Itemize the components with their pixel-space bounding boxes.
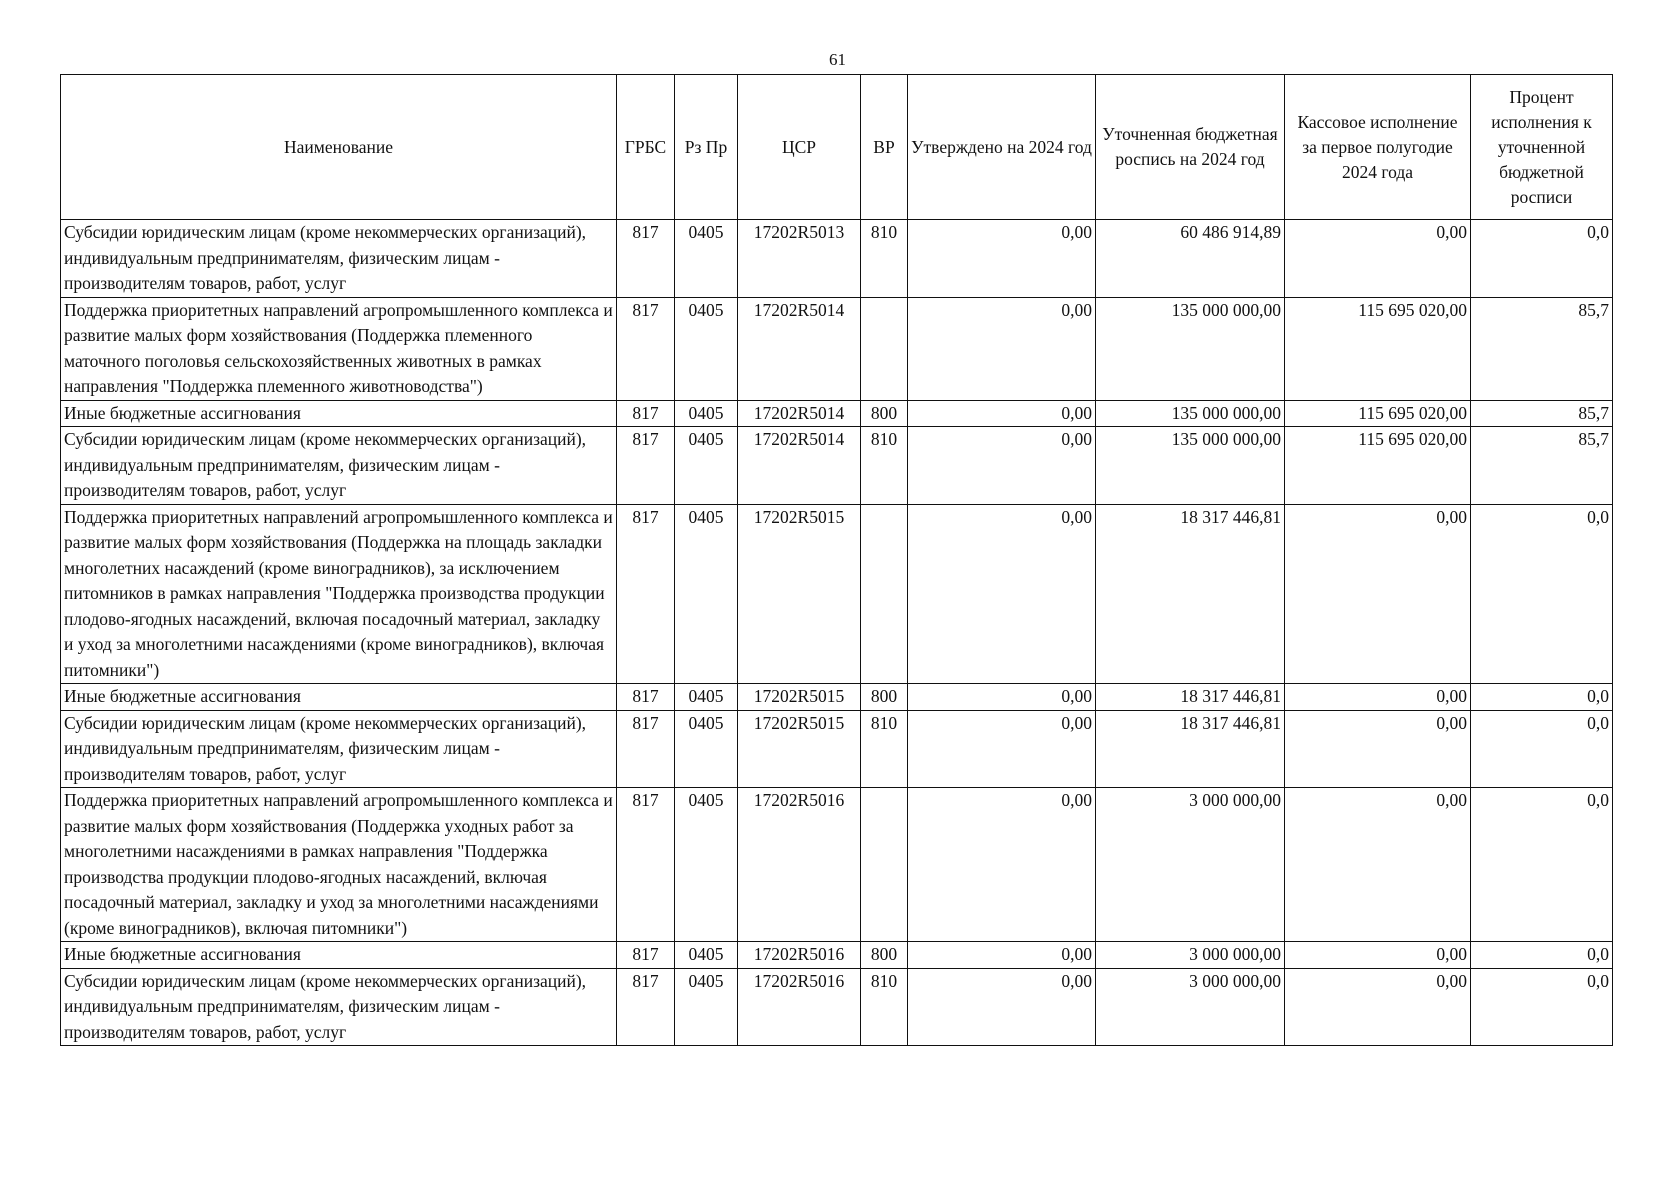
row-vr: 800 — [861, 400, 908, 427]
header-name: Наименование — [61, 75, 617, 220]
row-cash: 115 695 020,00 — [1285, 427, 1471, 505]
row-percent: 0,0 — [1471, 710, 1613, 788]
row-approved: 0,00 — [908, 400, 1096, 427]
row-rzpr: 0405 — [675, 427, 738, 505]
row-vr — [861, 297, 908, 400]
row-vr — [861, 504, 908, 684]
row-vr: 810 — [861, 427, 908, 505]
row-csr: 17202R5014 — [738, 400, 861, 427]
table-row — [61, 788, 1613, 942]
row-refined: 135 000 000,00 — [1096, 427, 1285, 505]
header-rzpr: Рз Пр — [675, 75, 738, 220]
row-refined: 18 317 446,81 — [1096, 504, 1285, 684]
table-row — [61, 220, 1613, 298]
table-row — [61, 942, 1613, 969]
row-percent: 85,7 — [1471, 400, 1613, 427]
row-refined: 60 486 914,89 — [1096, 220, 1285, 298]
table-row — [61, 297, 1613, 400]
header-cash: Кассовое исполнение за первое полугодие 2024 года — [1285, 75, 1471, 220]
row-vr: 810 — [861, 220, 908, 298]
row-refined: 3 000 000,00 — [1096, 788, 1285, 942]
row-grbs: 817 — [617, 427, 675, 505]
row-csr: 17202R5015 — [738, 710, 861, 788]
row-refined: 18 317 446,81 — [1096, 710, 1285, 788]
row-approved: 0,00 — [908, 684, 1096, 711]
row-grbs: 817 — [617, 710, 675, 788]
row-cash: 0,00 — [1285, 942, 1471, 969]
header-vr: ВР — [861, 75, 908, 220]
row-percent: 85,7 — [1471, 427, 1613, 505]
row-grbs: 817 — [617, 684, 675, 711]
row-cash: 0,00 — [1285, 684, 1471, 711]
header-approved: Утверждено на 2024 год — [908, 75, 1096, 220]
row-rzpr: 0405 — [675, 684, 738, 711]
row-name: Субсидии юридическим лицам (кроме некоммерческих организаций), индивидуальным предпринимателям, физическим лицам - производителям товаров, работ, услуг — [61, 968, 617, 1046]
row-csr: 17202R5015 — [738, 684, 861, 711]
header-csr: ЦСР — [738, 75, 861, 220]
row-approved: 0,00 — [908, 968, 1096, 1046]
header-grbs: ГРБС — [617, 75, 675, 220]
row-grbs: 817 — [617, 788, 675, 942]
row-cash: 0,00 — [1285, 504, 1471, 684]
row-percent: 0,0 — [1471, 684, 1613, 711]
table-row — [61, 968, 1613, 1046]
row-percent: 0,0 — [1471, 504, 1613, 684]
row-grbs: 817 — [617, 297, 675, 400]
row-cash: 115 695 020,00 — [1285, 400, 1471, 427]
row-grbs: 817 — [617, 968, 675, 1046]
row-percent: 0,0 — [1471, 942, 1613, 969]
row-name: Субсидии юридическим лицам (кроме некоммерческих организаций), индивидуальным предпринимателям, физическим лицам - производителям товаров, работ, услуг — [61, 220, 617, 298]
row-approved: 0,00 — [908, 427, 1096, 505]
row-approved: 0,00 — [908, 504, 1096, 684]
row-csr: 17202R5016 — [738, 788, 861, 942]
row-approved: 0,00 — [908, 297, 1096, 400]
row-name: Иные бюджетные ассигнования — [61, 684, 617, 711]
row-csr: 17202R5014 — [738, 427, 861, 505]
row-grbs: 817 — [617, 220, 675, 298]
row-cash: 115 695 020,00 — [1285, 297, 1471, 400]
row-name: Субсидии юридическим лицам (кроме некоммерческих организаций), индивидуальным предпринимателям, физическим лицам - производителям товаров, работ, услуг — [61, 427, 617, 505]
budget-table — [60, 74, 1613, 1046]
row-cash: 0,00 — [1285, 710, 1471, 788]
header-refined: Уточненная бюджетная роспись на 2024 год — [1096, 75, 1285, 220]
row-rzpr: 0405 — [675, 504, 738, 684]
row-refined: 18 317 446,81 — [1096, 684, 1285, 711]
row-refined: 135 000 000,00 — [1096, 297, 1285, 400]
row-rzpr: 0405 — [675, 400, 738, 427]
row-cash: 0,00 — [1285, 220, 1471, 298]
table-row — [61, 504, 1613, 684]
row-vr: 800 — [861, 684, 908, 711]
row-name: Субсидии юридическим лицам (кроме некоммерческих организаций), индивидуальным предпринимателям, физическим лицам - производителям товаров, работ, услуг — [61, 710, 617, 788]
page-number: 61 — [829, 50, 846, 69]
row-percent: 0,0 — [1471, 968, 1613, 1046]
row-name: Поддержка приоритетных направлений агропромышленного комплекса и развитие малых форм хозяйствования (Поддержка уходных работ за многолетними насаждениями в рамках направления "Поддержка производства продукции плодово-ягодных насаждений, включая посадочный материал, закладку и уход за многолетними насаждениями (кроме виноградников), включая питомники") — [61, 788, 617, 942]
row-cash: 0,00 — [1285, 788, 1471, 942]
row-percent: 0,0 — [1471, 788, 1613, 942]
header-percent: Процент исполнения к уточненной бюджетной росписи — [1471, 75, 1613, 220]
row-rzpr: 0405 — [675, 942, 738, 969]
row-approved: 0,00 — [908, 220, 1096, 298]
row-approved: 0,00 — [908, 942, 1096, 969]
row-name: Поддержка приоритетных направлений агропромышленного комплекса и развитие малых форм хозяйствования (Поддержка на площадь закладки многолетних насаждений (кроме виноградников), за исключением питомников в рамках направления "Поддержка производства продукции плодово-ягодных насаждений, включая посадочный материал, закладку и уход за многолетними насаждениями (кроме виноградников), включая питомники") — [61, 504, 617, 684]
row-refined: 3 000 000,00 — [1096, 968, 1285, 1046]
row-percent: 85,7 — [1471, 297, 1613, 400]
row-approved: 0,00 — [908, 710, 1096, 788]
table-row — [61, 427, 1613, 505]
table-header-row — [61, 75, 1613, 220]
row-vr — [861, 788, 908, 942]
row-rzpr: 0405 — [675, 220, 738, 298]
row-csr: 17202R5016 — [738, 968, 861, 1046]
row-refined: 3 000 000,00 — [1096, 942, 1285, 969]
row-refined: 135 000 000,00 — [1096, 400, 1285, 427]
table-row — [61, 684, 1613, 711]
row-csr: 17202R5013 — [738, 220, 861, 298]
table-row — [61, 400, 1613, 427]
row-name: Иные бюджетные ассигнования — [61, 400, 617, 427]
row-percent: 0,0 — [1471, 220, 1613, 298]
row-csr: 17202R5014 — [738, 297, 861, 400]
row-grbs: 817 — [617, 942, 675, 969]
row-grbs: 817 — [617, 504, 675, 684]
row-cash: 0,00 — [1285, 968, 1471, 1046]
row-approved: 0,00 — [908, 788, 1096, 942]
row-rzpr: 0405 — [675, 710, 738, 788]
row-csr: 17202R5015 — [738, 504, 861, 684]
row-vr: 810 — [861, 968, 908, 1046]
row-rzpr: 0405 — [675, 968, 738, 1046]
row-name: Иные бюджетные ассигнования — [61, 942, 617, 969]
row-grbs: 817 — [617, 400, 675, 427]
row-csr: 17202R5016 — [738, 942, 861, 969]
row-rzpr: 0405 — [675, 788, 738, 942]
row-rzpr: 0405 — [675, 297, 738, 400]
table-row — [61, 710, 1613, 788]
row-vr: 810 — [861, 710, 908, 788]
row-name: Поддержка приоритетных направлений агропромышленного комплекса и развитие малых форм хозяйствования (Поддержка племенного маточного поголовья сельскохозяйственных животных в рамках направления "Поддержка племенного животноводства") — [61, 297, 617, 400]
row-vr: 800 — [861, 942, 908, 969]
